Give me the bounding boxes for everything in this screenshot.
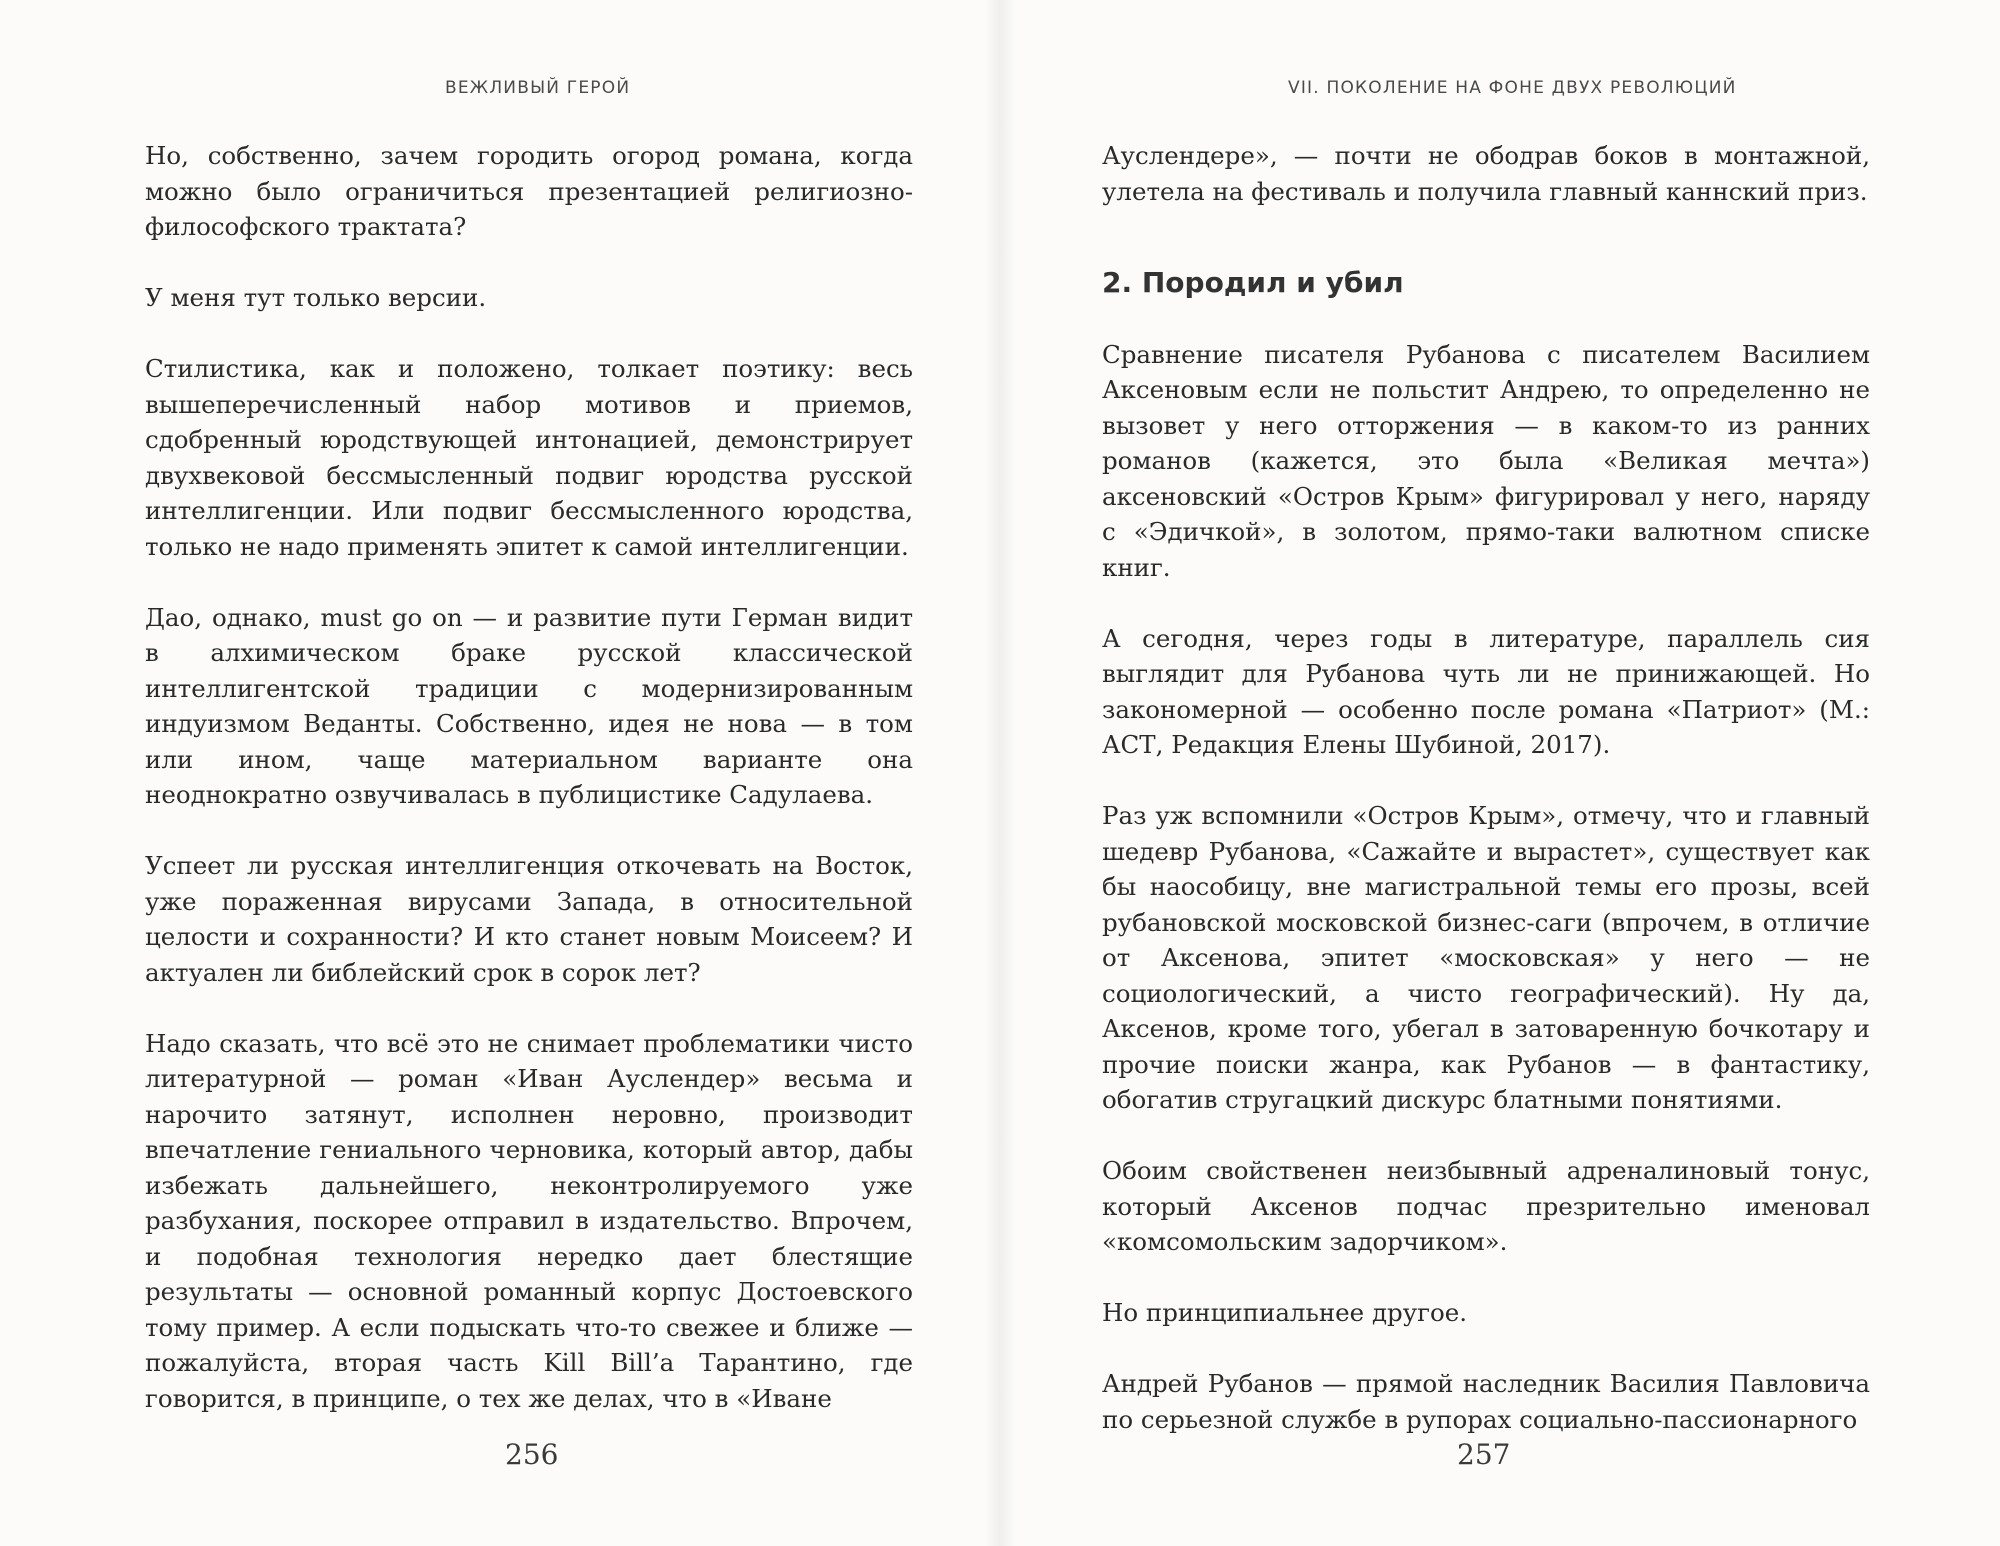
running-head: VII. ПОКОЛЕНИЕ НА ФОНЕ ДВУХ РЕВОЛЮЦИЙ [1288, 78, 1737, 98]
paragraph: Успеет ли русская интеллигенция откочевать на Восток, уже пораженная вирусами Запада, в относительной целости и сохранности? И кто станет новым Моисеем? И актуален ли библейский срок в сорок лет? [145, 851, 913, 987]
right-page [1000, 0, 2000, 1546]
page-number: 257 [1457, 1438, 1511, 1471]
section-heading: 2. Породил и убил [1102, 266, 1404, 299]
page-body [145, 138, 913, 1452]
paragraph: Сравнение писателя Рубанова с писателем Василием Аксеновым если не польстит Андрею, то определенно не вызовет у него отторжения — в каком-то из ранних романов (кажется, это была «Великая мечта») аксеновский «Остров Крым» фигурировал у него, наряду с «Эдичкой», в золотом, прямо-таки валютном списке книг. [1102, 339, 1870, 582]
paragraph: Стилистика, как и положено, толкает поэтику: весь вышеперечисленный набор мотивов и приемов, сдобренный юродствующей интонацией, демонстрирует двухвековой бессмысленный подвиг юродства русской интеллигенции. Или подвиг бессмысленного юродства, только не надо применять эпитет к самой интеллигенции. [145, 354, 913, 561]
page-number: 256 [505, 1438, 559, 1471]
paragraph: Раз уж вспомнили «Остров Крым», отмечу, что и главный шедевр Рубанова, «Сажайте и вырастет», существует как бы наособицу, вне магистральной темы его прозы, всей рубановской московской бизнес-саги (впрочем, в отличие от Аксенова, эпитет «московская» у него — не социологический, а чисто географический). Ну да, Аксенов, кроме того, убегал в затоваренную бочкотару и прочие поиски жанра, как Рубанов — в фантастику, обогатив стругацкий дискурс блатными понятиями. [1102, 801, 1870, 1114]
paragraph: Андрей Рубанов — прямой наследник Василия Павловича по серьезной службе в рупорах социально-пассионарного [1102, 1369, 1870, 1434]
page-body [1102, 138, 1870, 1473]
paragraph: Ауслендере», — почти не ободрав боков в монтажной, улетела на фестиваль и получила главный каннский приз. [1102, 141, 1870, 206]
paragraph: Но принципиальнее другое. [1102, 1298, 1467, 1327]
paragraph: Дао, однако, must go on — и развитие пути Герман видит в алхимическом браке русской классической интеллигентской традиции с модернизированным индуизмом Веданты. Собственно, идея не нова — в том или ином, чаще материальном варианте она неоднократно озвучивалась в публицистике Садулаева. [145, 602, 913, 809]
paragraph: Обоим свойственен неизбывный адреналиновый тонус, который Аксенов подчас презрительно именовал «комсомольским задорчиком». [1102, 1156, 1870, 1256]
paragraph: А сегодня, через годы в литературе, параллель сия выглядит для Рубанова чуть ли не принижающей. Но закономерной — особенно после романа «Патриот» (М.: АСТ, Редакция Елены Шубиной, 2017). [1102, 623, 1870, 759]
running-head: ВЕЖЛИВЫЙ ГЕРОЙ [445, 78, 631, 98]
paragraph: Надо сказать, что всё это не снимает проблематики чисто литературной — роман «Иван Ауслендер» весьма и нарочито затянут, исполнен неровно, производит впечатление гениального черновика, который автор, дабы избежать дальнейшего, неконтролируемого уже разбухания, поскорее отправил в издательство. Впрочем, и подобная технология нередко дает блестящие результаты — основной романный корпус Достоевского тому пример. А если подыскать что-то свежее и ближе — пожалуйста, вторая часть Kill Bill’а Тарантино, где говорится, в принципе, о тех же делах, что в «Иване [145, 1028, 913, 1413]
paragraph: Но, собственно, зачем городить огород романа, когда можно было ограничиться презентацией религиозно-философского трактата? [145, 141, 913, 241]
paragraph: У меня тут только версии. [145, 283, 487, 312]
